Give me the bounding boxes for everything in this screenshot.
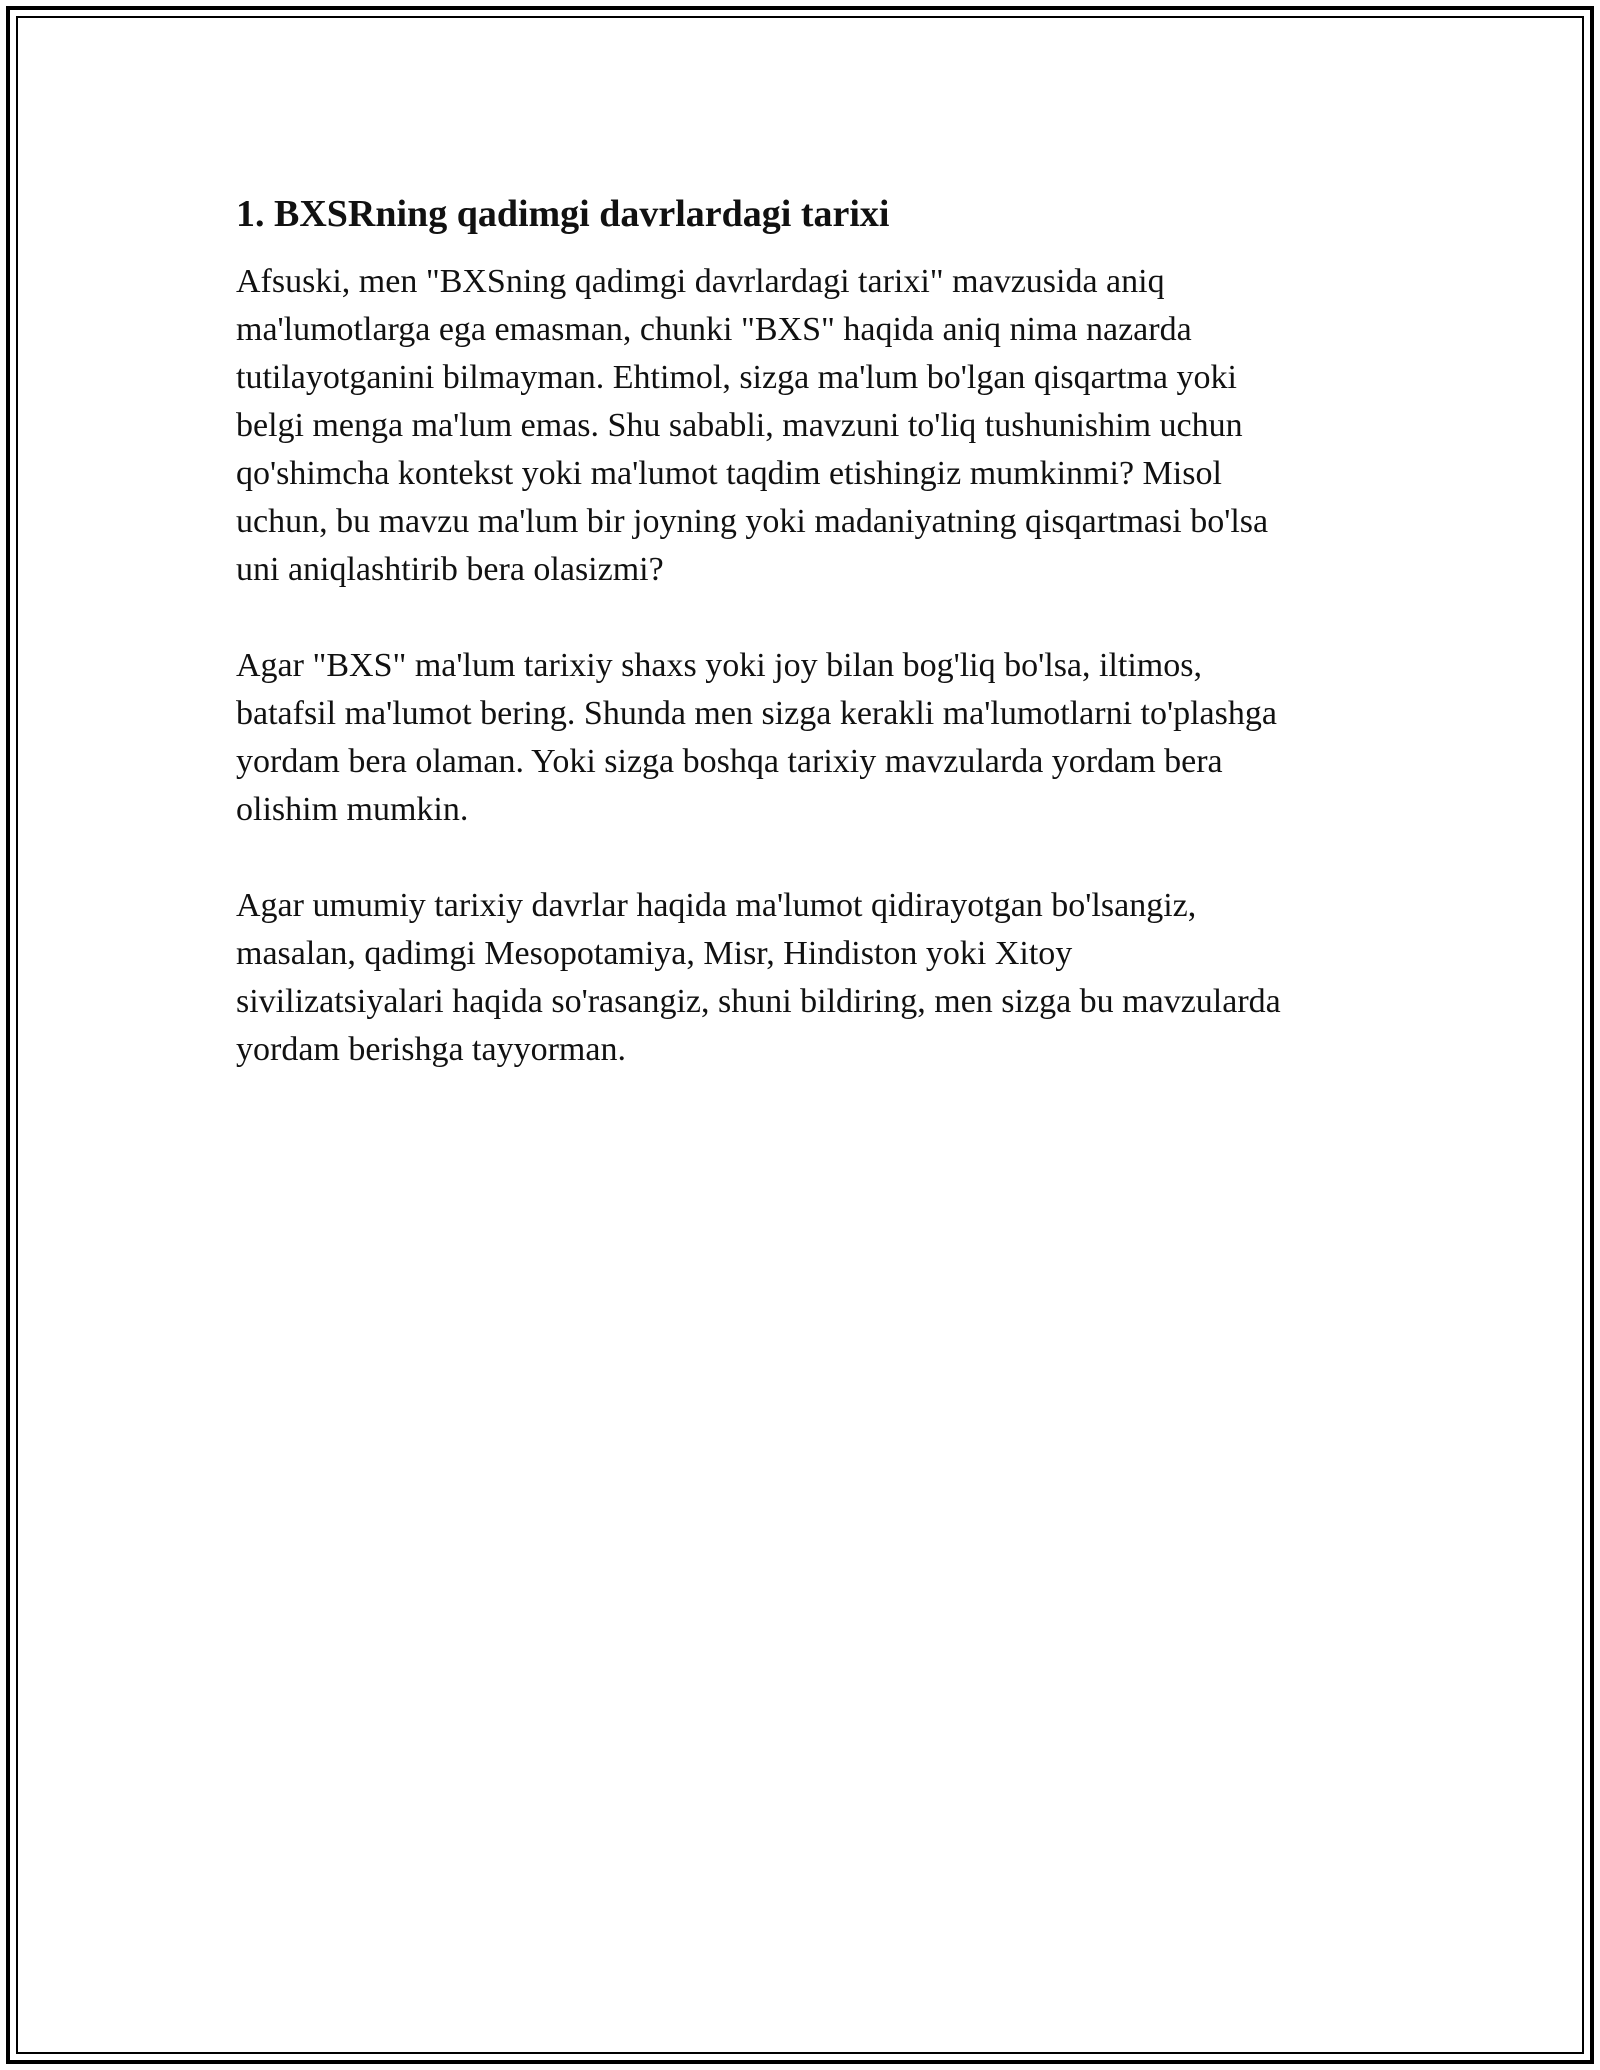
paragraph-1: Afsuski, men "BXSning qadimgi davrlardagi tarixi" mavzusida aniq ma'lumotlarga ega emasman, chunki "BXS" haqida aniq nima nazarda tutilayotganini bilmayman. Ehtimol, sizga ma'lum bo'lgan qisqartma yoki belgi menga ma'lum emas. Shu sababli, mavzuni to'liq tushunishim uchun qo'shimcha kontekst yoki ma'lumot taqdim etishingiz mumkinmi? Misol uchun, bu mavzu ma'lum bir joyning yoki madaniyatning qisqartmasi bo'lsa uni aniqlashtirib bera olasizmi? [236,263,1269,588]
paragraph-2: Agar "BXS" ma'lum tarixiy shaxs yoki joy bilan bog'liq bo'lsa, iltimos, batafsil ma'lumot bering. Shunda men sizga kerakli ma'lumotlarni to'plashga yordam bera olaman. Yoki sizga boshqa tarixiy mavzularda yordam bera olishim mumkin. [236,647,1277,828]
section-heading: 1. BXSRning qadimgi davrlardagi tarixi [236,193,890,235]
document-body [236,188,1386,1122]
paragraph-3: Agar umumiy tarixiy davrlar haqida ma'lumot qidirayotgan bo'lsangiz, masalan, qadimgi Mesopotamiya, Misr, Hindiston yoki Xitoy sivilizatsiyalari haqida so'rasangiz, shuni bildiring, men sizga bu mavzularda yordam berishga tayyorman. [236,887,1281,1068]
